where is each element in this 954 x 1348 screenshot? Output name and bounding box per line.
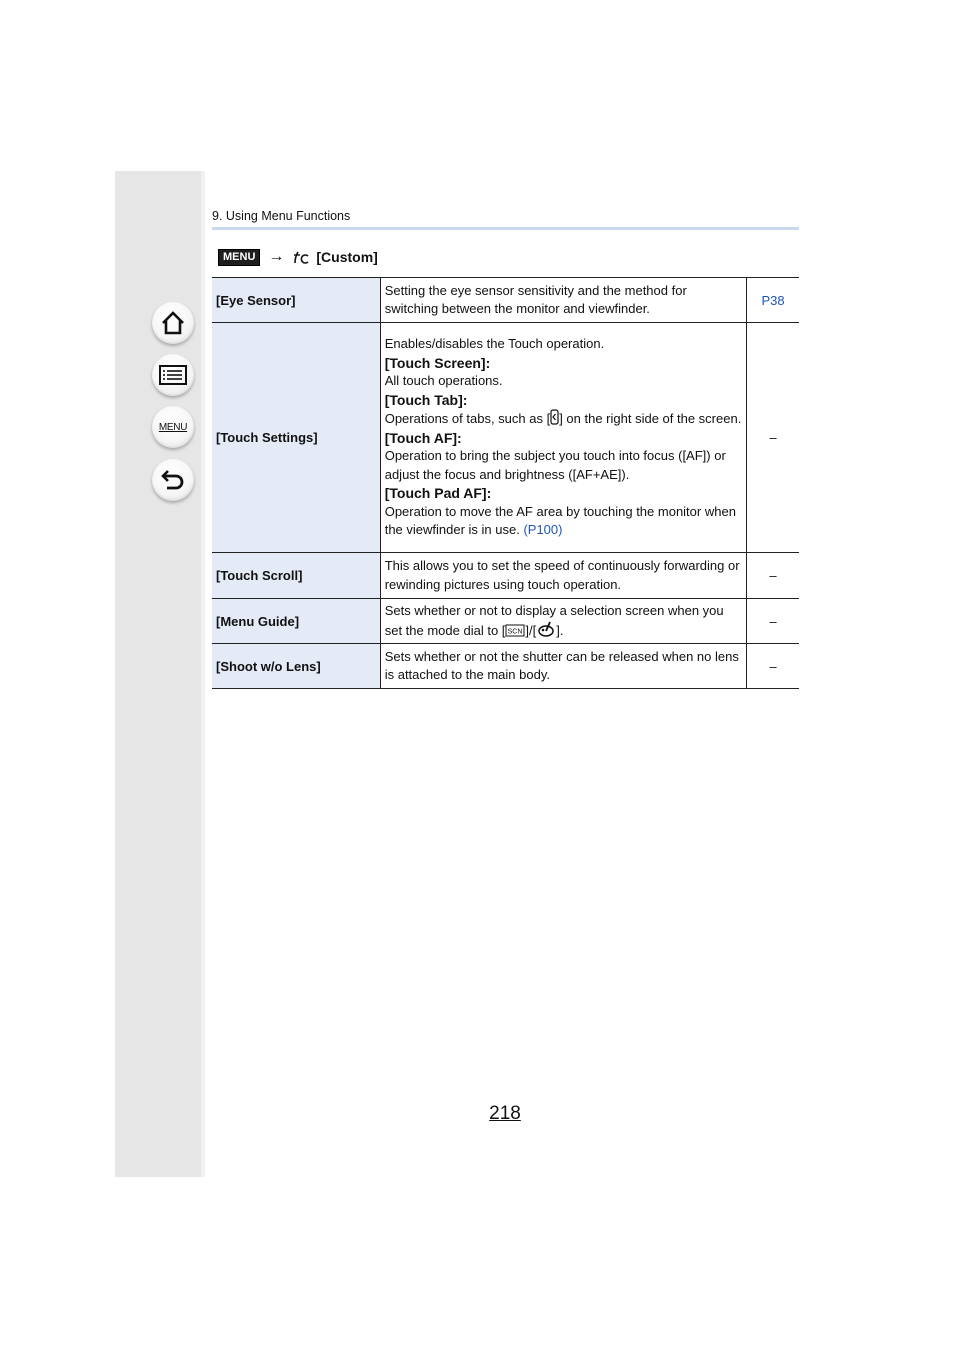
option-title: [Touch AF]: [384, 429, 462, 446]
setting-name: [Touch Scroll] [212, 553, 380, 599]
option-text: Operation to bring the subject you touch into focus ([AF]) or adjust the focus and brightness ([AF+AE]). [384, 448, 726, 482]
page-reference: – [747, 323, 799, 553]
setting-name: [Eye Sensor] [212, 278, 380, 323]
settings-table [212, 277, 799, 689]
header-divider [212, 227, 799, 230]
setting-description [380, 323, 746, 553]
table-row [212, 553, 799, 599]
svg-text:SCN: SCN [508, 628, 523, 635]
table-row [212, 599, 799, 644]
back-button[interactable] [152, 459, 194, 501]
page-reference-link[interactable]: (P100) [523, 522, 563, 538]
option-text: Operations of tabs, such as [ ] on the right side of the screen. [384, 411, 742, 427]
table-row [212, 644, 799, 689]
menu-path [218, 247, 378, 267]
option-title: [Touch Pad AF]: [384, 485, 492, 502]
description-intro: Enables/disables the Touch operation. [384, 336, 605, 352]
menu-badge: MENU [218, 249, 260, 266]
setting-name: [Shoot w/o Lens] [212, 644, 380, 689]
return-arrow-icon [159, 466, 187, 494]
home-icon [159, 309, 187, 337]
setting-description: Sets whether or not to display a selection screen when you set the mode dial to [ SCN ]/[ ]. [380, 599, 746, 644]
home-button[interactable] [152, 302, 194, 344]
menu-name: [Custom] [316, 249, 378, 265]
setting-description: Setting the eye sensor sensitivity and the method for switching between the monitor and viewfinder. [380, 278, 746, 323]
list-icon [158, 363, 188, 387]
page-reference-link[interactable]: P38 [747, 278, 799, 323]
setting-name: [Menu Guide] [212, 599, 380, 644]
page-reference: – [747, 644, 799, 689]
page-reference: – [747, 553, 799, 599]
option-title: [Touch Screen]: [384, 354, 491, 371]
option-title: [Touch Tab]: [384, 391, 468, 408]
option-text: All touch operations. [384, 373, 503, 389]
section-header: 9. Using Menu Functions [212, 209, 351, 223]
touch-tab-icon [550, 409, 559, 425]
setting-description: Sets whether or not the shutter can be released when no lens is attached to the main body. [380, 644, 746, 689]
custom-menu-icon [292, 249, 310, 265]
option-text: Operation to move the AF area by touching the monitor when the viewfinder is in use. (P100) [384, 503, 736, 538]
table-row [212, 323, 799, 553]
setting-name: [Touch Settings] [212, 323, 380, 553]
path-arrow: → [268, 248, 285, 265]
page-number: 218 [489, 1103, 521, 1124]
scn-mode-icon [505, 624, 525, 637]
contents-button[interactable] [152, 354, 194, 396]
creative-control-icon [536, 621, 556, 637]
table-row [212, 278, 799, 323]
page-reference: – [747, 599, 799, 644]
setting-description: This allows you to set the speed of continuously forwarding or rewinding pictures using touch operation. [380, 553, 746, 599]
menu-button-label: MENU [158, 421, 188, 433]
menu-button[interactable] [152, 406, 194, 448]
sidebar-edge [201, 171, 205, 1177]
